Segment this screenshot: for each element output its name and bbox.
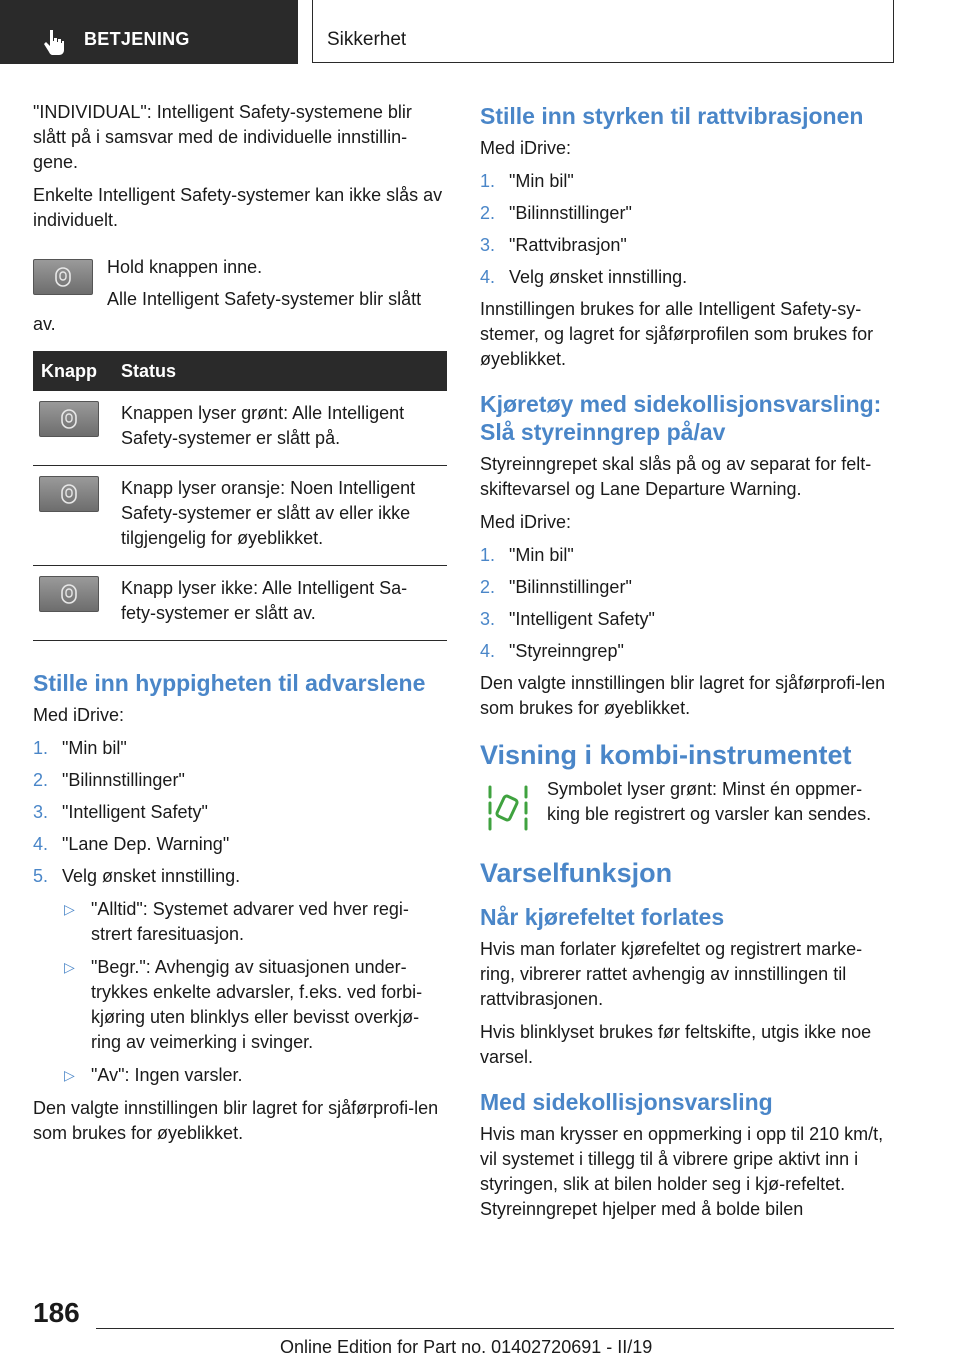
status-table [33,351,447,641]
hold-result-text: Alle Intelligent Safety-systemer blir slått av. [33,289,422,334]
intro-paragraph: "INDIVIDUAL": Intelligent Safety-systemene blir slått på i samsvar med de individuelle innstillin-gene. [33,102,412,172]
leave-paragraph-2: Hvis blinklyset brukes før feltskifte, utgis ikke noe varsel. [480,1022,872,1067]
steps-list [480,169,895,290]
intro-paragraph-2: Enkelte Intelligent Safety-systemer kan ikke slås av individuelt. [33,185,443,230]
sub-options-list [62,897,447,1088]
heading-combi-instrument: Visning i kombi-instrumentet [480,740,852,770]
left-column [33,100,447,1154]
side-collision-text: Styreinngrepet skal slås på og av separat for felt-skiftevarsel og Lane Departure Warning. [480,454,872,499]
status-text: Knappen lyser grønt: Alle Intelligent Safety-systemer er slått på. [113,391,447,466]
list-item: 3. "Intelligent Safety" [480,609,655,629]
page-number: 186 [33,1297,80,1328]
list-item: ▷ "Alltid": Systemet advarer ved hver regi-strert faresituasjon. [64,899,409,944]
list-item: 5. Velg ønsket innstilling. ▷ "Alltid": Systemet advarer ved hver regi-strert faresituasjon. ▷ "Begr.": Avhengig av situasjonen under-trykkes enkelte advarsler, f.eks. ved forbi-kjøring uten blinklys eller bevisst overkjø-ring av veimerking i svinger. ▷ "Av": Ingen varsler. [33,864,447,1088]
status-table-header [33,351,447,391]
heading-with-side-collision: Med sidekollisjonsvarsling [480,1089,773,1115]
list-item: 4. "Lane Dep. Warning" [33,834,230,854]
list-item: 1. "Min bil" [33,738,127,758]
triangle-bullet-icon: ▷ [64,901,75,917]
subsection-title: Sikkerhet [327,29,407,50]
idrive-label: Med iDrive: [33,705,125,725]
list-item: 2. "Bilinnstillinger" [33,770,185,790]
hand-pointer-icon [42,28,66,56]
list-item: 2. "Bilinnstillinger" [480,577,632,597]
col-header-button: Knapp [33,351,113,391]
triangle-bullet-icon: ▷ [64,959,75,975]
list-item: 2. "Bilinnstillinger" [480,203,632,223]
steps-list [480,543,895,664]
table-row [33,391,447,466]
list-item: 3. "Rattvibrasjon" [480,235,627,255]
combi-symbol-row [480,777,895,837]
leave-paragraph: Hvis man forlater kjørefeltet og registrert marke-ring, vibrerer rattet avhengig av innstillingen til rattvibrasjonen. [480,939,863,1009]
hold-text: Hold knappen inne. [107,257,263,277]
combi-text: Symbolet lyser grønt: Minst én oppmer-king ble registrert og varsler kan sendes. [547,779,872,824]
status-text: Knapp lyser oransje: Noen Intelligent Safety-systemer er slått av eller ikke tilgjengelig for øyeblikket. [113,466,447,566]
button-off-icon [39,576,99,612]
saved-note: Den valgte innstillingen blir lagret for sjåførprofi-len som brukes for øyeblikket. [33,1098,439,1143]
footer-edition: Online Edition for Part no. 01402720691 - II/19 [280,1337,653,1357]
button-orange-icon [39,476,99,512]
table-row [33,566,447,641]
lane-assist-icon [486,781,530,833]
right-column [480,100,895,1230]
list-item: 1. "Min bil" [480,171,574,191]
list-item: 4. "Styreinngrep" [480,641,624,661]
heading-vibration: Stille inn styrken til rattvibrasjonen [480,103,864,129]
list-item: 1. "Min bil" [480,545,574,565]
heading-warning-function: Varselfunksjon [480,858,673,888]
saved-note: Den valgte innstillingen blir lagret for sjåførprofi-len som brukes for øyeblikket. [480,673,886,718]
heading-warning-frequency: Stille inn hyppigheten til advarslene [33,670,426,696]
list-item: 4. Velg ønsket innstilling. [480,267,688,287]
side-collision-paragraph: Hvis man krysser en oppmerking i opp til 210 km/t, vil systemet i tillegg til å vibrere gripe aktivt inn i styringen, slik at bilen holder seg i kjø-refeltet. Styreinngrepet hjelper med å bolde bilen [480,1124,884,1219]
section-title: BETJENING [84,29,190,49]
hold-button-instruction [33,255,447,299]
status-text: Knapp lyser ikke: Alle Intelligent Sa-fety-systemer er slått av. [113,566,447,641]
idrive-label: Med iDrive: [480,138,572,158]
header-subsection-tab [312,0,894,63]
header-section-tab [0,0,298,64]
table-row [33,466,447,566]
footer-divider [96,1328,894,1329]
list-item: ▷ "Begr.": Avhengig av situasjonen under-trykkes enkelte advarsler, f.eks. ved forbi-kjøring uten blinklys eller bevisst overkjø-ring av veimerking i svinger. [64,957,423,1052]
triangle-bullet-icon: ▷ [64,1067,75,1083]
idrive-label: Med iDrive: [480,512,572,532]
heading-leaving-lane: Når kjørefeltet forlates [480,904,725,930]
col-header-status: Status [113,351,447,391]
vibration-note: Innstillingen brukes for alle Intelligent Safety-sy-stemer, og lagret for sjåførprofilen som brukes for øyeblikket. [480,299,874,369]
list-item: 3. "Intelligent Safety" [33,802,208,822]
button-green-icon [39,401,99,437]
intelligent-safety-button-icon [33,259,93,295]
heading-side-collision: Kjøretøy med sidekollisjonsvarsling: Slå styreinngrep på/av [480,391,882,445]
list-item: ▷ "Av": Ingen varsler. [62,1063,447,1088]
steps-list [33,736,447,1088]
